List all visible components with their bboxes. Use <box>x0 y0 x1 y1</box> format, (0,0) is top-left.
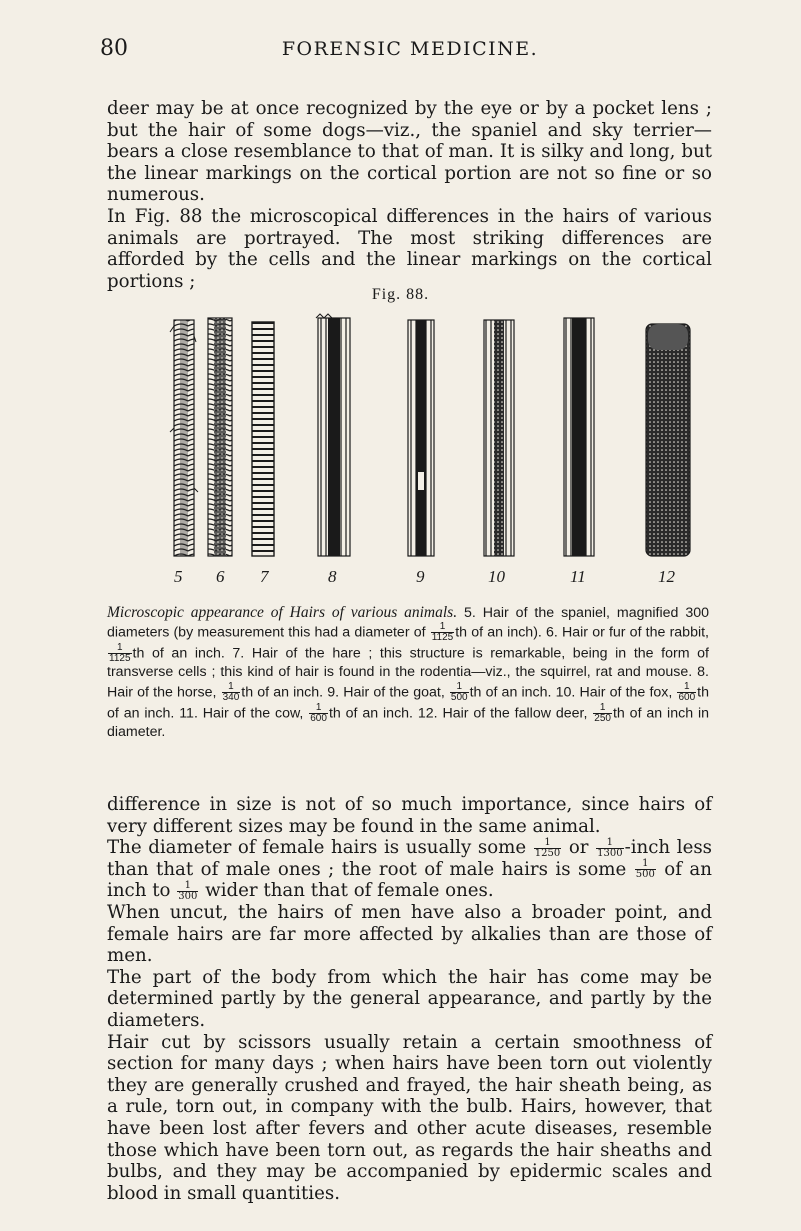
page-number: 80 <box>100 36 128 61</box>
paragraph: The part of the body from which the hair has come may be determined partly by the general appearance, and partly by the diameters. <box>107 966 712 1031</box>
figure-caption <box>107 604 709 741</box>
running-title: FORENSIC MEDICINE. <box>281 38 539 60</box>
caption-text: th of an inch). 6. Hair or fur of the rabbit, <box>455 624 709 641</box>
paragraph: Hair cut by scissors usually retain a certain smoothness of section for many days ; when hairs have been torn out violently they are generally crushed and frayed, the hair sheath being, as a rule, torn out, in company with the bulb. Hairs, however, that have been lost after fevers and other acute diseases, resemble those which have been torn out, as regards the hair sheaths and bulbs, and they may be accompanied by epidermic scales and blood in small quantities. <box>107 1031 712 1204</box>
fraction: $\frac{1}{300}$ <box>178 879 198 902</box>
fraction: $\frac{1}{1125}$ <box>109 642 131 665</box>
paragraph: difference in size is not of so much importance, since hairs of very different sizes may be found in the same animal. <box>107 794 712 837</box>
hair-7 <box>252 322 274 556</box>
hair-number: 10 <box>488 567 505 586</box>
hair-6 <box>208 318 232 556</box>
hair-11 <box>564 318 594 556</box>
fraction: $\frac{1}{1125}$ <box>431 621 454 644</box>
caption-text: th of an inch. 12. Hair of the fallow deer, <box>328 705 593 722</box>
caption-title: Microscopic appearance of Hairs of various animals. <box>107 604 458 621</box>
hair-number: 8 <box>328 567 337 586</box>
top-text <box>107 98 712 292</box>
hair-illustration <box>160 312 700 590</box>
page-header <box>100 36 720 60</box>
paragraph: The diameter of female hairs is usually some $\frac{1}{1250}$ or $\frac{1}{1300}$ -inch less than that of male ones ; the root of male hairs is some $\frac{1}{500}$ of an inch to $\frac{1}{300}$ wider than that of female ones. <box>107 836 712 902</box>
caption-text: th of an inch. 11. Hair of the cow, <box>107 684 709 722</box>
hair-number: 7 <box>260 567 269 586</box>
hair-5 <box>170 320 198 556</box>
hair-8 <box>316 314 350 556</box>
caption-text: th of an inch. 9. Hair of the goat, <box>241 684 449 701</box>
hair-12 <box>646 324 690 556</box>
fraction: $\frac{1}{1300}$ <box>597 836 623 859</box>
hair-number: 9 <box>416 567 425 586</box>
paragraph: deer may be at once recognized by the eye or by a pocket lens ; but the hair of some dogs—viz., the spaniel and sky terrier—bears a close resemblance to that of man. It is silky and long, but the linear markings on the cortical portion are not so fine or so numerous. <box>107 98 712 206</box>
fraction: $\frac{1}{500}$ <box>635 858 655 881</box>
caption-text: th of an inch in diameter. <box>107 705 710 740</box>
fraction: $\frac{1}{600}$ <box>310 701 327 724</box>
paragraph: In Fig. 88 the microscopical differences in the hairs of various animals are portrayed. The most striking differences are afforded by the cells and the linear markings on the cortical portions ; <box>107 205 712 292</box>
bottom-text <box>107 794 712 1204</box>
fraction: $\frac{1}{1250}$ <box>534 836 561 859</box>
figure-label: Fig. 88. <box>371 286 430 303</box>
fraction: $\frac{1}{250}$ <box>594 701 611 724</box>
hair-9 <box>408 320 434 556</box>
hair-number: 6 <box>216 567 225 586</box>
hair-number: 12 <box>658 567 675 586</box>
paragraph: When uncut, the hairs of men have also a broader point, and female hairs are far more affected by alkalies than are those of men. <box>107 901 712 967</box>
fraction: $\frac{1}{600}$ <box>678 680 696 703</box>
hair-number: 5 <box>174 567 183 586</box>
hair-10 <box>484 320 514 556</box>
fraction: $\frac{1}{340}$ <box>222 680 240 703</box>
caption-text: th of an inch. 10. Hair of the fox, <box>469 684 677 701</box>
hair-number: 11 <box>570 567 586 586</box>
figure-hairs <box>160 312 700 590</box>
caption-text: th of an inch. 7. Hair of the hare ; this structure is remarkable, being in the form of transverse cells ; this kind of hair is found in the rodentia—viz., the squirrel, rat and mouse. 8. Hair of the horse, <box>107 645 709 701</box>
fraction: $\frac{1}{500}$ <box>450 680 468 703</box>
caption-text: 5. Hair of the spaniel, magnified 300 diameters (by measurement this had a diameter of <box>107 605 709 641</box>
